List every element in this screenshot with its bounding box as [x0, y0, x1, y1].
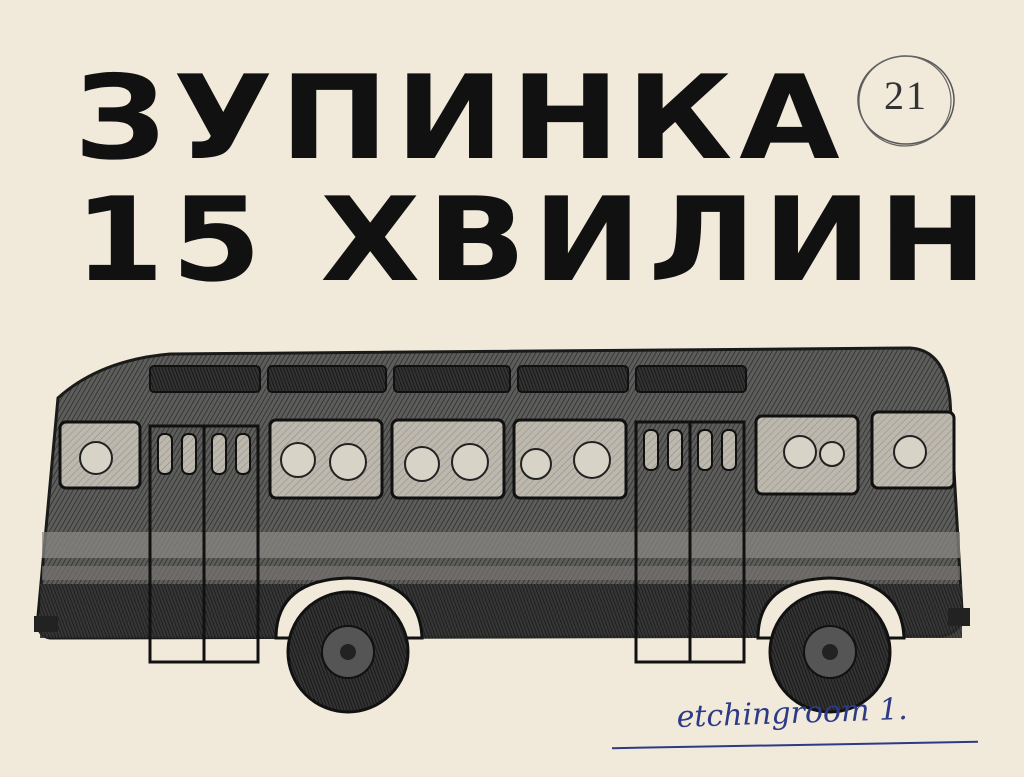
rear-bumper: [948, 608, 970, 626]
wheel: [288, 592, 408, 712]
page-number: 21: [884, 73, 928, 118]
title-line-1: ЗУПИНКА: [74, 51, 847, 186]
title-line-2: 15 ХВИЛИН: [74, 173, 994, 308]
artist-signature: etchingroom 1.: [676, 691, 909, 735]
signature-underline: [612, 741, 978, 749]
bus-illustration: [30, 340, 980, 720]
page-number-badge: [852, 46, 960, 154]
bus-stripe: [42, 532, 960, 558]
front-bumper: [34, 616, 58, 632]
roof-windows: [150, 366, 746, 392]
